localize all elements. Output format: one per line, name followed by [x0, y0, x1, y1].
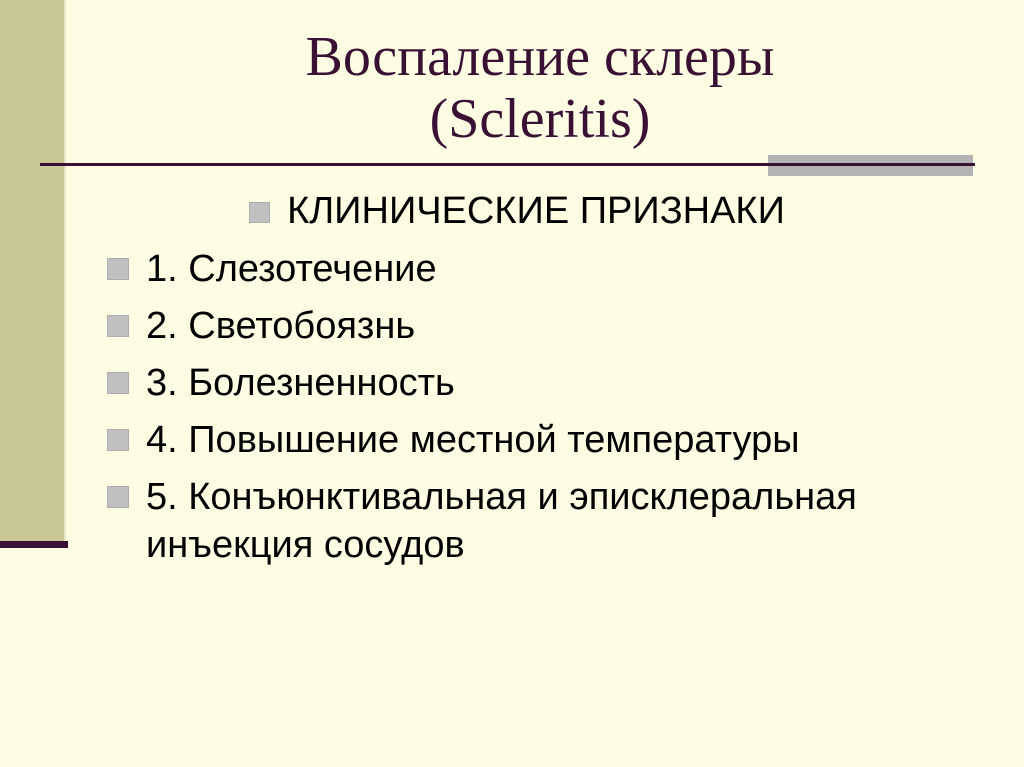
- slide-title-line1: Воспаление склеры: [305, 26, 775, 88]
- square-bullet-icon: [107, 315, 129, 337]
- list-item: [107, 359, 924, 407]
- square-bullet-icon: [107, 372, 129, 394]
- slide-title: [66, 26, 1014, 150]
- list-item-label: 1. Слезотечение: [146, 248, 437, 290]
- square-bullet-icon: [249, 202, 270, 223]
- square-bullet-icon: [107, 258, 129, 280]
- list-item: [107, 473, 924, 569]
- list-item-label: 3. Болезненность: [146, 362, 455, 404]
- slide-title-line2: (Scleritis): [429, 88, 651, 150]
- symptom-list: [0, 245, 1024, 569]
- square-bullet-icon: [107, 429, 129, 451]
- list-heading-label: КЛИНИЧЕСКИЕ ПРИЗНАКИ: [287, 190, 785, 232]
- list-item-label: 2. Светобоязнь: [146, 305, 416, 347]
- title-underline: [40, 163, 975, 166]
- square-bullet-icon: [107, 486, 129, 508]
- slide-body: [0, 187, 1024, 569]
- list-heading: [43, 187, 991, 235]
- list-item-label: 4. Повышение местной температуры: [146, 419, 800, 461]
- list-item: [107, 302, 924, 350]
- list-item: [107, 245, 924, 293]
- list-item-label: 5. Конъюнктивальная и эписклеральная инъекция сосудов: [146, 476, 857, 566]
- list-item: [107, 416, 924, 464]
